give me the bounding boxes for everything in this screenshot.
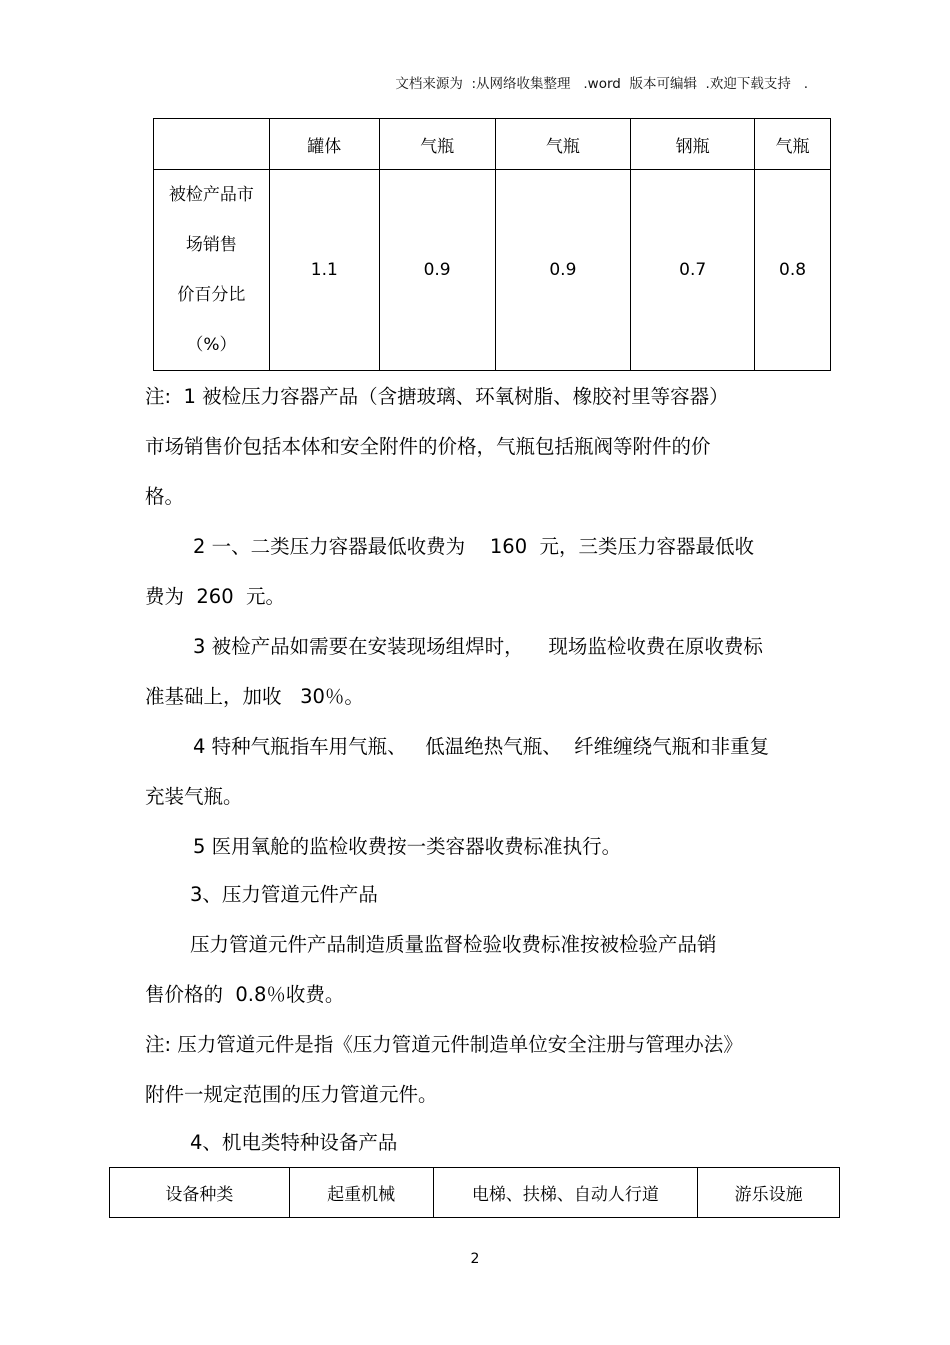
table-row (154, 170, 831, 371)
row-label-line: （%） (186, 335, 237, 355)
table-header-cell: 设备种类 (110, 1168, 290, 1218)
inspection-fee-table (153, 118, 831, 371)
row-label-cell (154, 170, 270, 371)
page-header: 文档来源为 :从网络收集整理 .word 版本可编辑 .欢迎下载支持 . (395, 76, 808, 92)
table-header-cell: 罐体 (269, 119, 379, 170)
table-cell: 0.9 (495, 170, 631, 371)
table-header-cell: 游乐设施 (698, 1168, 840, 1218)
table-cell: 0.7 (631, 170, 755, 371)
table-header-cell: 气瓶 (495, 119, 631, 170)
note-1-line-3: 格。 (145, 485, 185, 508)
note-2-line-1: 2 一、二类压力容器最低收费为 160 元，三类压力容器最低收 (193, 535, 755, 558)
row-label-line: 价百分比 (177, 285, 246, 305)
table-header-cell: 钢瓶 (631, 119, 755, 170)
pipeline-paragraph-line-2: 售价格的 0.8％收费。 (145, 983, 345, 1006)
section-heading-4: 4、机电类特种设备产品 (190, 1131, 398, 1154)
table-cell: 0.8 (755, 170, 831, 371)
table-header-row (110, 1168, 840, 1218)
section-heading-3: 3、压力管道元件产品 (190, 883, 378, 906)
page-number: 2 (470, 1251, 480, 1267)
row-label-line: 场销售 (185, 235, 237, 255)
note-1-line-2: 市场销售价包括本体和安全附件的价格，气瓶包括瓶阀等附件的价 (145, 435, 711, 458)
note-3-line-1: 3 被检产品如需要在安装现场组焊时， 现场监检收费在原收费标 (193, 635, 763, 658)
note-5: 5 医用氧舱的监检收费按一类容器收费标准执行。 (193, 835, 622, 858)
table-header-row (154, 119, 831, 170)
pipeline-note-line-1: 注: 压力管道元件是指《压力管道元件制造单位安全注册与管理办法》 (145, 1033, 743, 1056)
note-4-line-1: 4 特种气瓶指车用气瓶、 低温绝热气瓶、 纤维缠绕气瓶和非重复 (193, 735, 770, 758)
table-header-cell: 起重机械 (289, 1168, 433, 1218)
note-2-line-2: 费为 260 元。 (145, 585, 286, 608)
table-header-cell (154, 119, 270, 170)
table-header-cell: 气瓶 (755, 119, 831, 170)
pipeline-note-line-2: 附件一规定范围的压力管道元件。 (145, 1083, 438, 1106)
table-header-cell: 气瓶 (379, 119, 495, 170)
equipment-type-table (109, 1167, 840, 1218)
table-header-cell: 电梯、扶梯、自动人行道 (433, 1168, 698, 1218)
row-label-line: 被检产品市 (168, 185, 254, 205)
note-3-line-2: 准基础上，加收 30％。 (145, 685, 364, 708)
note-4-line-2: 充装气瓶。 (145, 785, 243, 808)
pipeline-paragraph-line-1: 压力管道元件产品制造质量监督检验收费标准按被检验产品销 (190, 933, 717, 956)
table-cell: 0.9 (379, 170, 495, 371)
note-1-line-1: 注: 1 被检压力容器产品（含搪玻璃、环氧树脂、橡胶衬里等容器） (145, 385, 729, 408)
table-cell: 1.1 (269, 170, 379, 371)
